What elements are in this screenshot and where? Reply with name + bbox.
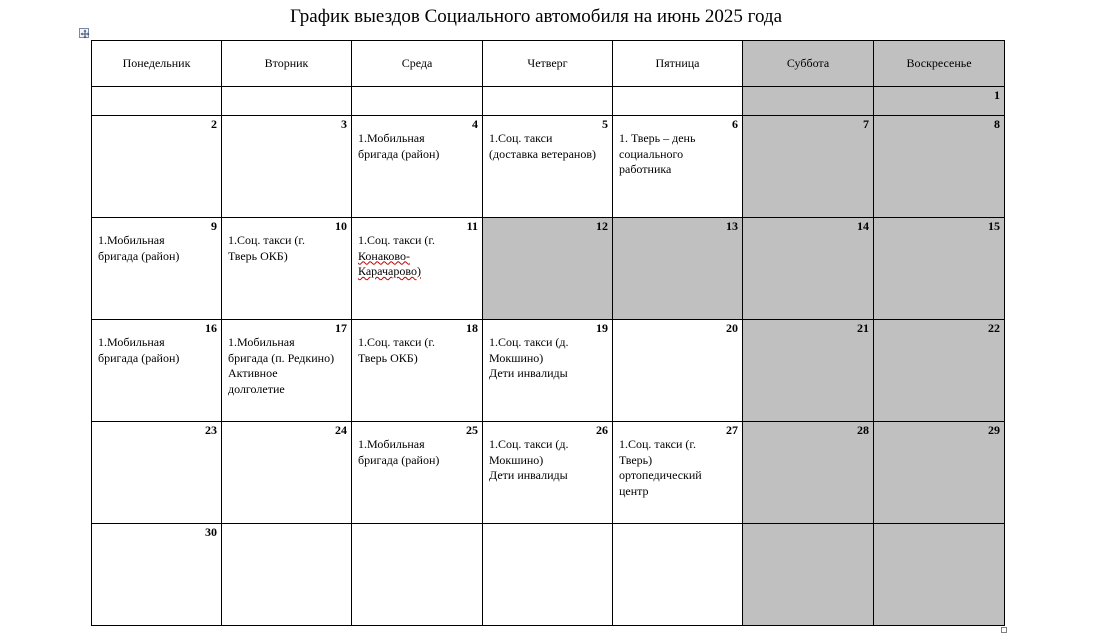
event-text [222, 335, 351, 397]
event-line: 1.Мобильная [98, 335, 165, 349]
weekday-header[interactable]: Четверг [483, 41, 613, 87]
weekday-header[interactable]: Суббота [743, 41, 874, 87]
event-line: Тверь ОКБ) [358, 350, 418, 365]
text-cursor [1004, 527, 1005, 541]
day-number: 21 [857, 321, 869, 335]
event-line: центр [619, 483, 649, 498]
calendar-day-cell[interactable] [352, 218, 483, 320]
event-text [483, 335, 612, 382]
event-text [613, 131, 742, 178]
day-number: 3 [341, 117, 347, 131]
event-text [352, 131, 482, 162]
calendar-day-cell[interactable] [483, 87, 613, 116]
calendar-day-cell[interactable] [743, 116, 874, 218]
weekday-header[interactable]: Пятница [613, 41, 743, 87]
event-text [483, 131, 612, 162]
calendar-day-cell[interactable] [613, 218, 743, 320]
calendar-day-cell[interactable] [483, 116, 613, 218]
event-line: Мокшино) [489, 350, 544, 365]
calendar-day-cell[interactable] [743, 87, 874, 116]
calendar-day-cell[interactable] [483, 524, 613, 626]
calendar-day-cell[interactable] [92, 87, 222, 116]
calendar-day-cell[interactable] [743, 422, 874, 524]
day-number: 26 [596, 423, 608, 437]
calendar-day-cell[interactable] [874, 524, 1005, 626]
event-line: 1.Мобильная [358, 131, 425, 145]
event-text [352, 233, 482, 280]
weekday-header-row [92, 41, 1005, 87]
event-text [92, 233, 221, 264]
calendar-day-cell[interactable] [613, 524, 743, 626]
event-line: 1. Тверь – день [619, 131, 696, 145]
day-number: 12 [596, 219, 608, 233]
day-number: 16 [205, 321, 217, 335]
event-line: социального [619, 146, 684, 161]
event-line: 1.Соц. такси [489, 131, 553, 145]
day-number: 7 [863, 117, 869, 131]
event-text [92, 335, 221, 366]
calendar-day-cell[interactable] [874, 422, 1005, 524]
calendar-day-cell[interactable] [743, 524, 874, 626]
calendar-day-cell[interactable] [222, 524, 352, 626]
event-line [358, 249, 480, 265]
day-number: 9 [211, 219, 217, 233]
weekday-header[interactable]: Среда [352, 41, 483, 87]
calendar-day-cell[interactable] [613, 422, 743, 524]
event-line: ортопедический [619, 468, 702, 482]
table-resize-handle[interactable] [1001, 627, 1007, 633]
day-number: 23 [205, 423, 217, 437]
event-text [222, 233, 351, 264]
weekday-header[interactable]: Понедельник [92, 41, 222, 87]
calendar-week-row [92, 422, 1005, 524]
calendar-day-cell[interactable] [352, 320, 483, 422]
calendar-day-cell[interactable] [222, 116, 352, 218]
calendar-table [91, 40, 1005, 626]
table-move-handle-icon[interactable] [79, 28, 89, 38]
calendar-day-cell[interactable] [613, 320, 743, 422]
day-number: 10 [335, 219, 347, 233]
calendar-week-row [92, 524, 1005, 626]
day-number: 29 [988, 423, 1000, 437]
event-line: долголетие [228, 381, 285, 396]
event-line: бригада (район) [358, 146, 440, 161]
day-number: 2 [211, 117, 217, 131]
calendar-day-cell[interactable] [222, 320, 352, 422]
day-number: 14 [857, 219, 869, 233]
calendar-day-cell[interactable] [92, 218, 222, 320]
page-title: График выездов Социального автомобиля на июнь 2025 года [290, 6, 782, 27]
event-line: Мокшино) [489, 452, 544, 467]
event-line: Тверь ОКБ) [228, 248, 288, 263]
calendar-day-cell[interactable] [92, 320, 222, 422]
spellcheck-word: Конаково- [358, 248, 410, 263]
event-line: Дети инвалиды [489, 468, 568, 482]
calendar-day-cell[interactable] [743, 218, 874, 320]
day-number: 25 [466, 423, 478, 437]
calendar-week-row [92, 320, 1005, 422]
event-line: бригада (район) [358, 452, 440, 467]
calendar-day-cell[interactable] [483, 422, 613, 524]
day-number: 15 [988, 219, 1000, 233]
calendar-day-cell[interactable] [352, 422, 483, 524]
calendar-day-cell[interactable] [222, 87, 352, 116]
event-line [358, 264, 480, 280]
day-number: 28 [857, 423, 869, 437]
event-line: 1.Мобильная [358, 437, 425, 451]
calendar-day-cell[interactable] [874, 116, 1005, 218]
calendar-day-cell[interactable] [222, 218, 352, 320]
weekday-header[interactable]: Воскресенье [874, 41, 1005, 87]
day-number: 4 [472, 117, 478, 131]
calendar-day-cell[interactable] [222, 422, 352, 524]
calendar-day-cell[interactable] [352, 87, 483, 116]
day-number: 18 [466, 321, 478, 335]
day-number: 8 [994, 117, 1000, 131]
day-number: 17 [335, 321, 347, 335]
calendar-day-cell[interactable] [874, 320, 1005, 422]
event-line: 1.Соц. такси (г. [228, 233, 305, 247]
calendar-day-cell[interactable] [874, 87, 1005, 116]
calendar-day-cell[interactable] [352, 116, 483, 218]
calendar-week-row [92, 87, 1005, 116]
event-line: Активное [228, 366, 278, 380]
event-line: бригада (район) [98, 350, 180, 365]
event-line: работника [619, 162, 672, 176]
day-number: 11 [466, 219, 478, 233]
event-line: (доставка ветеранов) [489, 146, 596, 161]
event-line: 1.Мобильная [228, 335, 295, 349]
event-line: Дети инвалиды [489, 366, 568, 380]
calendar-day-cell[interactable] [92, 422, 222, 524]
day-number: 5 [602, 117, 608, 131]
day-number: 6 [732, 117, 738, 131]
calendar-day-cell[interactable] [613, 87, 743, 116]
day-number: 20 [726, 321, 738, 335]
event-line: 1.Мобильная [98, 233, 165, 247]
calendar-day-cell[interactable] [352, 524, 483, 626]
event-text [483, 437, 612, 484]
event-text [613, 437, 742, 499]
calendar-day-cell[interactable] [613, 116, 743, 218]
day-number: 30 [205, 525, 217, 539]
weekday-header[interactable]: Вторник [222, 41, 352, 87]
day-number: 19 [596, 321, 608, 335]
day-number: 27 [726, 423, 738, 437]
event-line: бригада (район) [98, 248, 180, 263]
calendar-day-cell[interactable] [483, 320, 613, 422]
event-line: 1.Соц. такси (г. [358, 335, 435, 349]
event-line: 1.Соц. такси (д. [489, 335, 569, 349]
event-text [352, 437, 482, 468]
calendar-day-cell[interactable] [483, 218, 613, 320]
calendar-day-cell[interactable] [874, 218, 1005, 320]
calendar-day-cell[interactable] [92, 524, 222, 626]
event-text [352, 335, 482, 366]
event-line: 1.Соц. такси (г. [358, 233, 435, 247]
event-line: Тверь) [619, 452, 653, 467]
event-line: 1.Соц. такси (д. [489, 437, 569, 451]
calendar-day-cell[interactable] [92, 116, 222, 218]
calendar-week-row [92, 218, 1005, 320]
event-line: 1.Соц. такси (г. [619, 437, 696, 451]
day-number: 1 [994, 88, 1000, 102]
event-line: бригада (п. Редкино) [228, 350, 335, 365]
spellcheck-word: Карачарово) [358, 264, 421, 278]
day-number: 24 [335, 423, 347, 437]
calendar-day-cell[interactable] [743, 320, 874, 422]
calendar-week-row [92, 116, 1005, 218]
day-number: 22 [988, 321, 1000, 335]
day-number: 13 [726, 219, 738, 233]
